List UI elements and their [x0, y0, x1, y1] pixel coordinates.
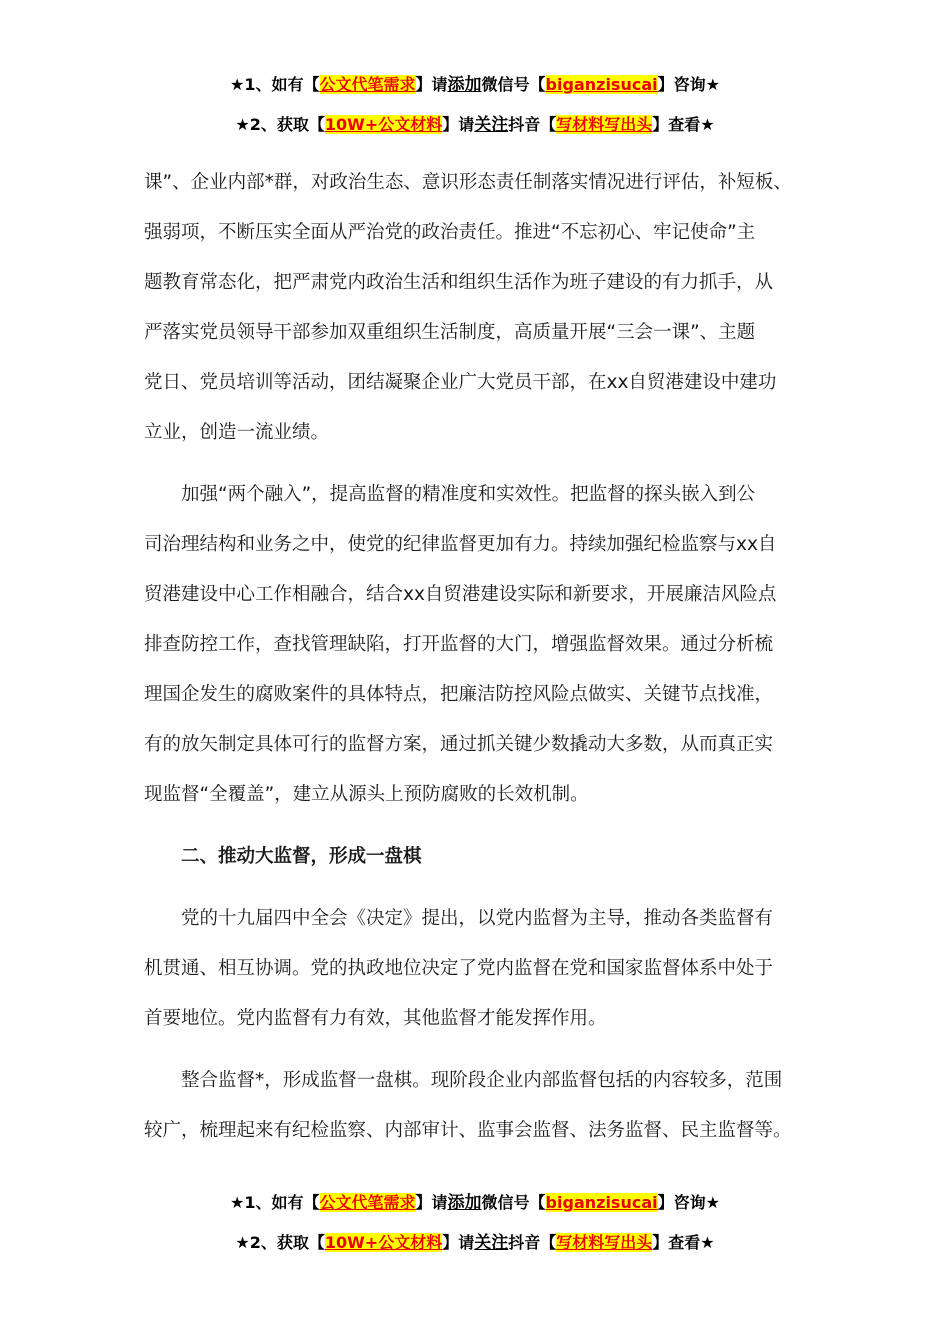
paragraph [144, 158, 824, 458]
paragraph [144, 894, 824, 1044]
text-line: 首要地位。党内监督有力有效，其他监督才能发挥作用。 [144, 1008, 607, 1029]
banner-text: ★2、获取【 [235, 1233, 325, 1252]
paragraph [144, 1056, 824, 1156]
text-line: 题教育常态化，把严肃党内政治生活和组织生活作为班子建设的有力抓手，从 [144, 272, 774, 293]
banner-text: 抖音【 [508, 115, 557, 134]
text-line: 党的十九届四中全会《决定》提出，以党内监督为主导，推动各类监督有 [181, 908, 774, 929]
text-line: 党日、党员培训等活动，团结凝聚企业广大党员干部，在xx自贸港建设中建功 [144, 372, 777, 393]
banner-text: 抖音【 [508, 1233, 557, 1252]
text-line: 排查防控工作，查找管理缺陷，打开监督的大门，增强监督效果。通过分析梳 [144, 634, 774, 655]
banner-highlight: 公文代笔需求 [319, 1193, 416, 1212]
text-line: 严落实党员领导干部参加双重组织生活制度，高质量开展“三会一课”、主题 [144, 322, 756, 343]
text-line: 整合监督*，形成监督一盘棋。现阶段企业内部监督包括的内容较多，范围 [181, 1070, 783, 1091]
text-line: 加强“两个融入”，提高监督的精准度和实效性。把监督的探头嵌入到公 [181, 484, 756, 505]
promo-banner-1 [0, 70, 950, 95]
text-line: 现监督“全覆盖”，建立从源头上预防腐败的长效机制。 [144, 784, 589, 805]
banner-text: 微信号【 [481, 75, 546, 94]
banner-text: ★2、获取【 [235, 115, 325, 134]
promo-banner-3 [0, 1188, 950, 1213]
banner-text: 】请 [415, 75, 448, 94]
banner-emphasis: 关注 [474, 115, 509, 135]
banner-text: 微信号【 [481, 1193, 546, 1212]
text-line: 机贯通、相互协调。党的执政地位决定了党内监督在党和国家监督体系中处于 [144, 958, 774, 979]
banner-text: 】请 [442, 1233, 475, 1252]
banner-emphasis: 添加 [447, 1193, 482, 1213]
banner-highlight: 公文代笔需求 [319, 75, 416, 94]
text-line: 立业，创造一流业绩。 [144, 422, 330, 443]
banner-text: 】咨询★ [657, 1193, 720, 1212]
banner-text: ★1、如有【 [230, 1193, 320, 1212]
banner-text: 】请 [442, 115, 475, 134]
banner-text: 】咨询★ [657, 75, 720, 94]
banner-emphasis: 添加 [447, 75, 482, 95]
text-line: 有的放矢制定具体可行的监督方案，通过抓关键少数撬动大多数，从而真正实 [144, 734, 774, 755]
text-line: 贸港建设中心工作相融合，结合xx自贸港建设实际和新要求，开展廉洁风险点 [144, 584, 777, 605]
banner-text: 】请 [415, 1193, 448, 1212]
banner-highlight: 10W+公文材料 [324, 1233, 443, 1252]
text-line: 理国企发生的腐败案件的具体特点，把廉洁防控风险点做实、关键节点找准， [144, 684, 774, 705]
banner-highlight: 10W+公文材料 [324, 115, 443, 134]
banner-text: 】查看★ [652, 1233, 715, 1252]
promo-banner-2 [0, 110, 950, 135]
section-heading [144, 832, 824, 882]
banner-douyin-id: 写材料写出头 [556, 115, 653, 134]
banner-wechat-id: biganzisucai [545, 75, 658, 94]
heading-text: 二、推动大监督，形成一盘棋 [181, 846, 422, 867]
banner-text: ★1、如有【 [230, 75, 320, 94]
banner-emphasis: 关注 [474, 1233, 509, 1253]
banner-douyin-id: 写材料写出头 [556, 1233, 653, 1252]
promo-banner-4 [0, 1228, 950, 1253]
text-line: 课”、企业内部*群，对政治生态、意识形态责任制落实情况进行评估，补短板、 [144, 172, 792, 193]
text-line: 较广，梳理起来有纪检监察、内部审计、监事会监督、法务监督、民主监督等。 [144, 1120, 792, 1141]
banner-text: 】查看★ [652, 115, 715, 134]
text-line: 强弱项，不断压实全面从严治党的政治责任。推进“不忘初心、牢记使命”主 [144, 222, 756, 243]
banner-wechat-id: biganzisucai [545, 1193, 658, 1212]
text-line: 司治理结构和业务之中，使党的纪律监督更加有力。持续加强纪检监察与xx自 [144, 534, 777, 555]
document-body [144, 158, 824, 1168]
paragraph [144, 470, 824, 820]
